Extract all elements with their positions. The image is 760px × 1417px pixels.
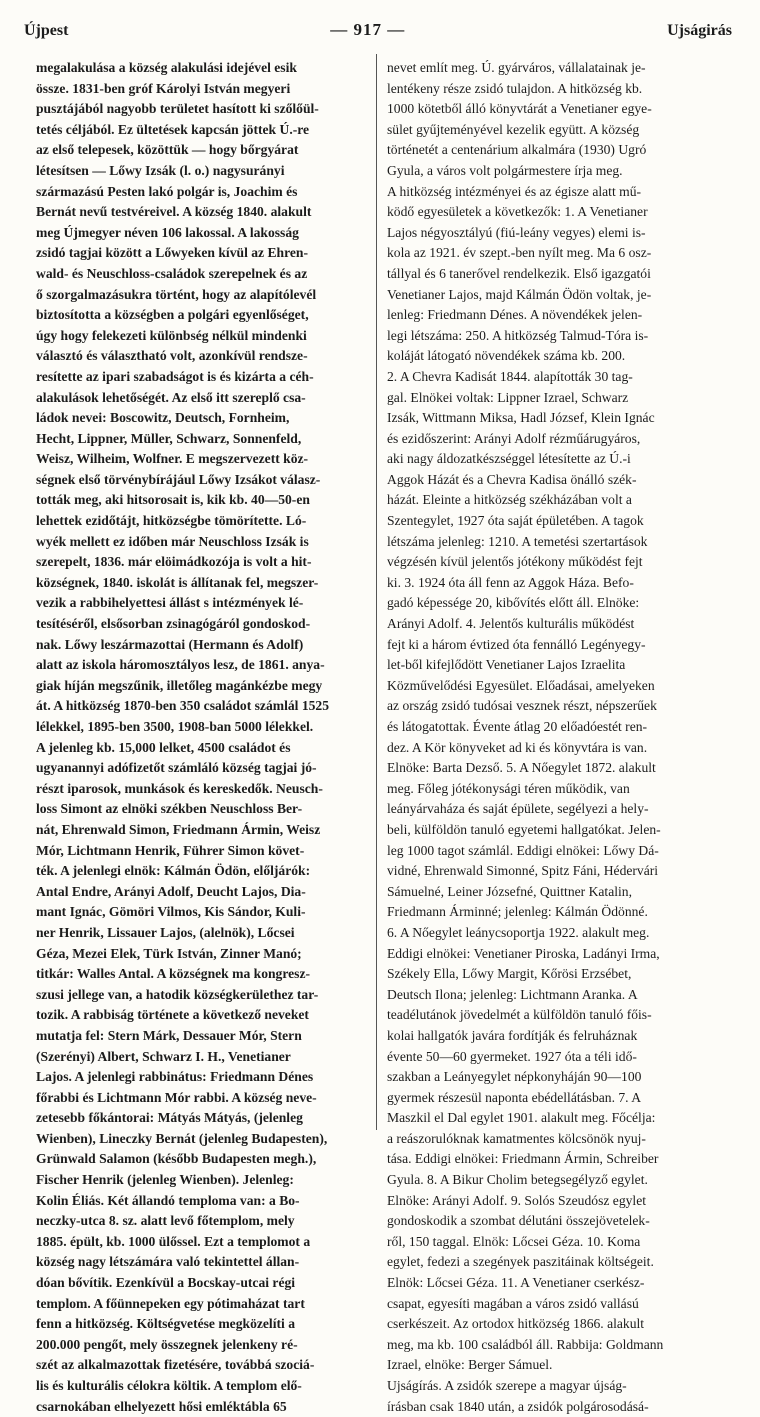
text-line: Arányi Adolf. 4. Jelentős kulturális működést: [387, 616, 635, 632]
text-line: beli, külföldön tanuló egyetemi hallgatókat. Jelen-: [387, 821, 661, 837]
text-line: vidné, Ehrenwald Simonné, Spitz Fáni, Hédervári: [387, 863, 659, 879]
text-line: pusztájából nagyobb területet hasított ki szőlőül-: [36, 101, 319, 117]
text-line: szakban a Leányegylet népkonyháján 90—100: [387, 1069, 642, 1085]
text-line: történetét a centenárium alkalmára (1930) Ugró: [387, 142, 647, 158]
text-line: teadélutánok jövedelmét a külföldön tanuló főis-: [387, 1007, 652, 1023]
text-line: Sámuelné, Leiner Józsefné, Quittner Katalin,: [387, 883, 632, 899]
text-line: A jelenleg kb. 15,000 lelket, 4500 családot és: [36, 739, 291, 755]
text-line: ték. A jelenlegi elnök: Kálmán Ödön, előljárók:: [36, 863, 311, 879]
text-line: Székely Ella, Lőwy Margit, Kőrösi Erzsébet,: [387, 966, 632, 982]
text-line: giak híján megszűnik, illetőleg magánkézbe megy: [36, 677, 323, 693]
text-line: 6. A Nőegylet leánycsoportja 1922. alakult meg.: [387, 924, 650, 940]
text-line: lentékeny része zsidó tulajdon. A hitközség kb.: [387, 80, 643, 96]
text-line: község nagy létszámára való tekintettel állan-: [36, 1254, 300, 1270]
text-line: Gyula. 8. A Bikur Cholim betegsegélyző egylet.: [387, 1172, 648, 1188]
right-column: [387, 58, 727, 1414]
text-line: zsidó tagjai között a Lőwyeken kívül az Ehren-: [36, 245, 309, 261]
text-line: Izsák, Wittmann Miksa, Hadl József, Klein Ignác: [387, 410, 655, 426]
text-line: csarnokában elhelyezett hősi emléktábla 65: [36, 1398, 287, 1414]
text-line: dóan bővítik. Ezenkívül a Bocskay-utcai régi: [36, 1275, 296, 1291]
page-number: — 917 —: [330, 20, 406, 39]
text-line: évente 50—60 gyermeket. 1927 óta a téli idő-: [387, 1048, 637, 1064]
text-line: templom. A főünnepeken egy pótimaházat tart: [36, 1295, 305, 1311]
text-line: ő szorgalmazásukra történt, hogy az alapítólevél: [36, 286, 317, 302]
text-line: meg Újmegyer néven 106 lakossal. A lakosság: [36, 224, 299, 240]
text-line: ről, 150 taggal. Elnök: Lőcsei Géza. 10. Koma: [387, 1233, 641, 1249]
text-line: let-ből kifejlődött Venetianer Lajos Izraelita: [387, 657, 626, 673]
text-line: mutatja fel: Stern Márk, Dessauer Mór, Stern: [36, 1027, 302, 1043]
text-line: Szentegylet, 1927 óta saját épületében. A tagok: [387, 513, 644, 529]
text-line: meg, ma kb. 100 családból áll. Rabbija: Goldmann: [387, 1336, 664, 1352]
text-line: létszáma jelenleg: 1210. A temetési szertartások: [387, 533, 648, 549]
text-line: gyermek részesül naponta ebédellátásban. 7. A: [387, 1089, 642, 1105]
text-line: főrabbi és Lichtmann Mór rabbi. A község neve-: [36, 1089, 317, 1105]
text-line: ládok nevei: Boscowitz, Deutsch, Fornheim,: [36, 410, 290, 426]
text-line: A hitközség intézményei és az égisze alatt mű-: [387, 183, 642, 199]
text-line: községnek, 1840. iskolát is állítanak fel, megszer-: [36, 574, 319, 590]
text-line: dez. A Kör könyveket ad ki és könyvtára is van.: [387, 739, 648, 755]
text-line: mant Ignác, Gömöri Vilmos, Kis Sándor, Kuli-: [36, 904, 306, 920]
text-line: ner Henrik, Lissauer Lajos, (alelnök), Lőcsei: [36, 924, 295, 940]
text-line: Elnöke: Barta Dezső. 5. A Nőegylet 1872. alakult: [387, 760, 656, 776]
text-line: kolai hallgatók javára fordítják és felruháznak: [387, 1027, 638, 1043]
text-line: ugyanannyi adófizetőt számláló község tagjai jó-: [36, 760, 317, 776]
text-line: úgy hogy felekezeti különbség nélkül mindenki: [36, 327, 307, 343]
text-line: Lajos. A jelenlegi rabbinátus: Friedmann Dénes: [36, 1069, 314, 1085]
text-line: koláját látogató növendékek száma kb. 200.: [387, 348, 626, 364]
text-line: titkár: Walles Antal. A községnek ma kongresz-: [36, 966, 311, 982]
text-line: gadó képessége 20, kibővítés előtt áll. Elnöke:: [387, 595, 640, 611]
text-line: át. A hitközség 1870-ben 350 családot számlál 1525: [36, 698, 330, 714]
text-line: Lajos négyosztályú (fiú-leány vegyes) elemi is-: [387, 224, 646, 240]
text-line: lenleg: Friedmann Dénes. A növendékek jelen-: [387, 307, 643, 323]
text-line: Weisz, Wilheim, Wolfner. E megszervezett köz-: [36, 451, 309, 467]
page-header: [24, 20, 732, 46]
text-line: Grünwald Salamon (később Budapesten megh.),: [36, 1151, 317, 1167]
text-line: az első telepesek, közöttük — hogy bőrgyárat: [36, 142, 299, 158]
text-line: Aggok Házát és a Chevra Kadisa önálló szék-: [387, 471, 637, 487]
text-line: választó és választható volt, azonkívül rendsze-: [36, 348, 308, 364]
text-line: ködő egyesületek a következők: 1. A Venetianer: [387, 204, 648, 220]
text-line: tozik. A rabbiság története a következő neveket: [36, 1007, 309, 1023]
text-line: aki nagy áldozatkészséggel létesítette az Ú.-i: [387, 451, 631, 467]
text-line: 1885. épült, kb. 1000 ülőssel. Ezt a templomot a: [36, 1233, 311, 1249]
text-line: Antal Endre, Arányi Adolf, Deucht Lajos, Dia-: [36, 883, 306, 899]
text-line: származású Pesten lakó polgár is, Joachim és: [36, 183, 298, 199]
text-line: házát. Eleinte a hitközség székházában volt a: [387, 492, 632, 508]
text-line: Géza, Mezei Elek, Türk István, Zinner Manó;: [36, 945, 302, 961]
text-line: össze. 1831-ben gróf Károlyi István megyeri: [36, 80, 291, 96]
text-line: tetés céljából. Ez ültetések kapcsán jöttek Ú.-re: [36, 121, 310, 137]
text-line: legi létszáma: 250. A hitközség Talmud-Tóra is-: [387, 327, 649, 343]
header-left: Újpest: [24, 22, 69, 39]
text-line: szusi jellege van, a hatodik községkerülethez tar-: [36, 986, 319, 1002]
text-line: kola az 1921. év szept.-ben nyílt meg. Ma 6 osz-: [387, 245, 652, 261]
text-line: Elnöke: Arányi Adolf. 9. Solós Szeudósz egylet: [387, 1192, 647, 1208]
text-line: cserkészeit. Az ortodox hitközség 1866. alakult: [387, 1316, 645, 1332]
text-line: létesítsen — Lőwy Izsák (l. o.) nagysurányi: [36, 162, 285, 178]
text-line: részt iparosok, munkások és kereskedők. Neusch-: [36, 780, 323, 796]
text-line: Maszkil el Dal egylet 1901. alakult meg. Főcélja:: [387, 1110, 656, 1126]
text-line: sület gyűjteményével kezelik együtt. A község: [387, 121, 640, 137]
text-line: tották meg, aki hitsorosait is, kik kb. 40—50-en: [36, 492, 310, 508]
text-line: megalakulása a község alakulási idejével esik: [36, 60, 297, 75]
text-line: alatt az iskola háromosztályos lesz, de 1861. anya-: [36, 657, 325, 673]
header-right: Ujságirás: [667, 22, 732, 39]
text-line: resítette az ipari szabadságot is és kizárta a céh-: [36, 368, 314, 384]
text-line: lis és kulturális célokra költik. A templom elő-: [36, 1378, 302, 1393]
text-line: vezik a rabbihelyettesi állást s intézmények lé-: [36, 595, 304, 611]
text-line: Deutsch Ilona; jelenleg: Lichtmann Aranka. A: [387, 986, 638, 1002]
text-line: ki. 3. 1924 óta áll fenn az Aggok Háza. Befo-: [387, 574, 634, 590]
text-line: lehettek ezidőtájt, hitközségbe tömörítette. Ló-: [36, 513, 307, 529]
left-column: [36, 58, 366, 1414]
text-line: szét az alkalmazottak fizetésére, továbbá szociá-: [36, 1357, 315, 1373]
text-line: a reászorulóknak kamatmentes kölcsönök nyuj-: [387, 1130, 646, 1146]
text-line: tállyal és 6 tanerővel rendelkezik. Első igazgatói: [387, 265, 651, 281]
text-line: (Szerényi) Albert, Schwarz I. H., Venetianer: [36, 1048, 291, 1064]
text-line: Elnök: Lőcsei Géza. 11. A Venetianer cserkész-: [387, 1275, 645, 1291]
text-line: és látogatottak. Évente átlag 20 előadóestét ren-: [387, 719, 648, 734]
text-line: tása. Eddigi elnökei: Friedmann Ármin, Schreiber: [387, 1151, 659, 1167]
text-line: 1000 kötetből álló könyvtárát a Venetianer egye-: [387, 101, 652, 117]
text-line: Eddigi elnökei: Venetianer Piroska, Ladányi Irma,: [387, 945, 660, 961]
text-line: meg. Főleg jótékonysági téren működik, van: [387, 780, 630, 796]
text-line: fenn a hitközség. Költségvetése megközelíti a: [36, 1316, 295, 1332]
text-line: végzésén kívül jelentős jótékony működést fejt: [387, 554, 643, 570]
text-line: nevet említ meg. Ú. gyárváros, vállalatainak je-: [387, 60, 646, 75]
text-line: Fischer Henrik (jelenleg Wienben). Jelenleg:: [36, 1172, 294, 1188]
text-line: zetesebb főkántorai: Mátyás Mátyás, (jelenleg: [36, 1110, 303, 1126]
text-line: Izrael, elnöke: Berger Sámuel.: [387, 1357, 553, 1373]
text-line: gal. Elnökei voltak: Lippner Izrael, Schwarz: [387, 389, 629, 405]
text-line: wyék mellett ez időben már Neuschloss Izsák is: [36, 533, 309, 549]
column-divider: [376, 54, 377, 1130]
text-line: írásban csak 1840 után, a zsidók polgárosodásá-: [387, 1398, 649, 1414]
text-line: ségnek első törvénybírájául Lőwy Izsákot válasz-: [36, 471, 321, 487]
text-line: Venetianer Lajos, majd Kálmán Ödön voltak, je-: [387, 286, 652, 302]
text-line: leányárvaháza és saját épülete, segélyezi a hely-: [387, 801, 649, 817]
text-line: szerepelt, 1836. már elöimádkozója is volt a hit-: [36, 554, 312, 570]
text-line: 2. A Chevra Kadisát 1844. alapították 30 tag-: [387, 368, 633, 384]
text-line: lélekkel, 1895-ben 3500, 1908-ban 5000 lélekkel.: [36, 719, 314, 734]
text-line: csapat, egyesíti magában a város zsidó vallású: [387, 1295, 639, 1311]
text-line: az ország zsidó tudósai vesznek részt, népszerűek: [387, 698, 657, 714]
text-line: Wienben), Lineczky Bernát (jelenleg Budapesten),: [36, 1130, 328, 1146]
text-line: egylet, fedezi a szegények paszitáinak költségeit.: [387, 1254, 654, 1270]
text-line: biztosította a községben a polgári egyenlőséget,: [36, 307, 309, 323]
text-line: és ezidőszerint: Arányi Adolf rézműárugyáros,: [387, 430, 641, 446]
text-line: nát, Ehrenwald Simon, Friedmann Ármin, Weisz: [36, 821, 321, 837]
text-line: Hecht, Lippner, Müller, Schwarz, Sonnenfeld,: [36, 430, 302, 446]
text-line: Közművelődési Egyesület. Előadásai, amelyeken: [387, 677, 655, 693]
text-line: tesítéséről, elsősorban zsinagógáról gondoskod-: [36, 616, 311, 632]
text-line: Gyula, a város volt polgármestere írja meg.: [387, 162, 623, 178]
text-line: gondoskodik a szombat délutáni összejövetelek-: [387, 1213, 650, 1229]
text-line: Friedmann Árminné; jelenleg: Kálmán Ödönné.: [387, 904, 648, 920]
text-line: 200.000 pengőt, mely összegnek jelenkeny ré-: [36, 1336, 298, 1352]
text-line: loss Simont az elnöki székben Neuschloss Ber-: [36, 801, 303, 817]
text-line: Mór, Lichtmann Henrik, Führer Simon követ-: [36, 842, 305, 858]
text-line: Bernát nevű testvéreivel. A község 1840. alakult: [36, 204, 312, 220]
text-line: wald- és Neuschloss-családok szerepelnek és az: [36, 265, 308, 281]
text-line: Kolin Éliás. Két állandó temploma van: a Bo-: [36, 1192, 300, 1208]
text-line: neczky-utca 8. sz. alatt levő főtemplom, mely: [36, 1213, 295, 1229]
text-line: leg 1000 tagot számlál. Eddigi elnökei: Lőwy Dá-: [387, 842, 659, 858]
text-line: Ujságírás. A zsidók szerepe a magyar újság-: [387, 1378, 627, 1393]
text-line: fejt ki a három évtized óta fennálló Legényegy-: [387, 636, 646, 652]
text-line: nak. Lőwy leszármazottai (Hermann és Adolf): [36, 636, 304, 652]
text-line: alakulások lehetőségét. Az első itt szereplő csa-: [36, 389, 306, 405]
